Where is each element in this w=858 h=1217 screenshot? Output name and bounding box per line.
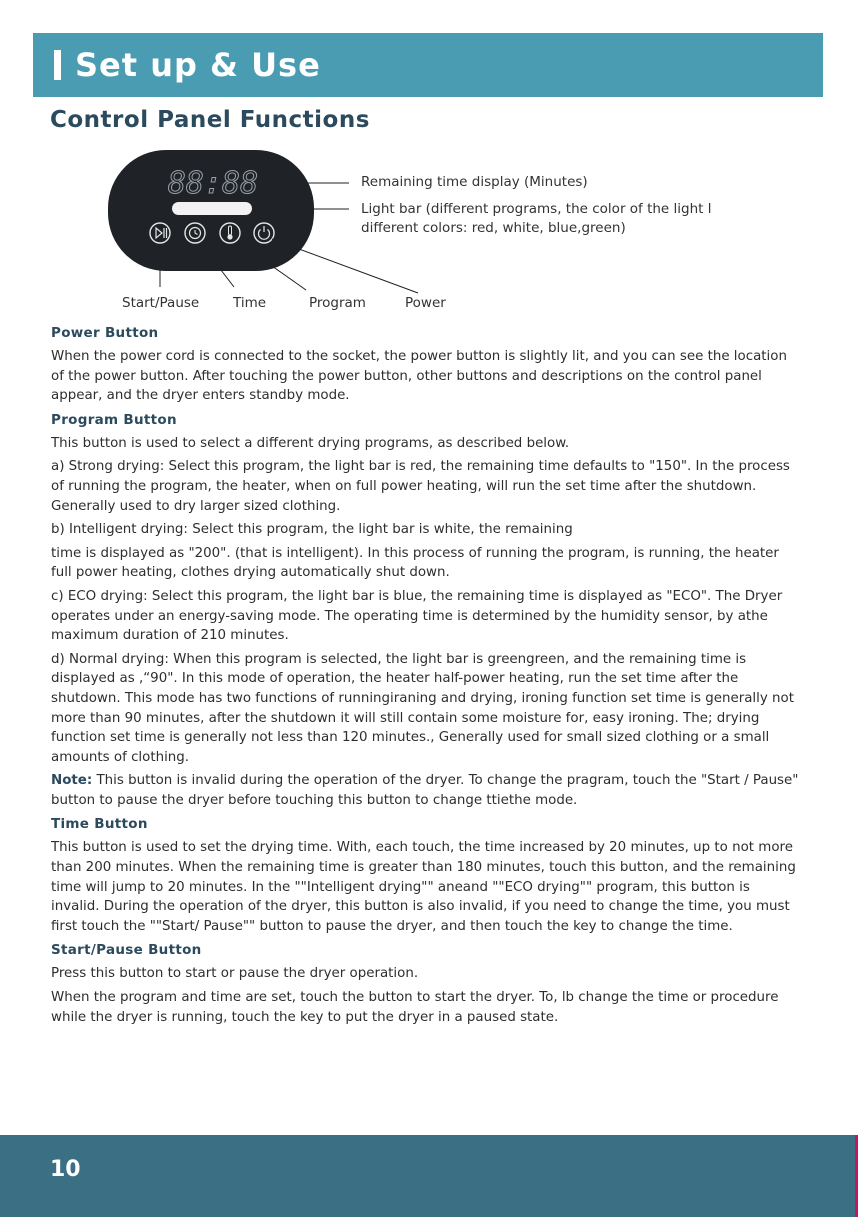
light-bar-callout-line2: different colors: red, white, blue,green) [361, 220, 626, 236]
note-text: This button is invalid during the operation of the dryer. To change the pragram, touch the "Start / Pause" button to pause the dryer before touching this button to change ttiethe mode. [51, 773, 799, 808]
header-banner [33, 33, 823, 97]
start-pause-text2: When the program and time are set, touch the button to start the dryer. To, lb change the time or procedure while the dryer is running, touch the key to put the dryer in a paused state. [51, 990, 779, 1025]
power-label: Power [405, 295, 446, 311]
start-pause-text1: Press this button to start or pause the dryer operation. [51, 966, 419, 982]
remaining-time-callout: Remaining time display (Minutes) [361, 174, 588, 190]
control-panel-illustration [0, 140, 858, 320]
title-bar-accent [54, 50, 61, 80]
footer-bar [0, 1135, 858, 1217]
program-button-heading: Program Button [51, 411, 177, 428]
program-a-text: a) Strong drying: Select this program, the light bar is red, the remaining time defaults to "150". In the process of running the program, the heater, when on full power heating, will run the set time after the shutdown. Generally used to dry larger sized clothing. [51, 459, 790, 514]
start-pause-label: Start/Pause [122, 295, 200, 311]
start-pause-heading: Start/Pause Button [51, 942, 202, 959]
program-c-text: c) ECO drying: Select this program, the light bar is blue, the remaining time is displayed as "ECO". The Dryer operates under an energy-saving mode. The operating time is determined by the humidity sensor, by athe maximum duration of 210 minutes. [51, 588, 783, 644]
light-bar [172, 202, 252, 215]
instructions-body [51, 323, 801, 1027]
program-intro-text: This button is used to select a different drying programs, as described below. [51, 435, 570, 451]
power-button-heading: Power Button [51, 325, 159, 341]
program-d-text: d) Normal drying: When this program is selected, the light bar is greengreen, and the remaining time is displayed as ,“90". In this mode of operation, the heater half-power heating, run the set time after the shutdown. This mode has two functions of runningiraning and drying, ironing function set time is generally not more than 90 minutes, after the shutdown it will still contain some moisture for, easy ironing. The; drying function set time is generally not less than 120 minutes., Generally used for small sized clothing or a small amounts of clothing. [51, 651, 794, 765]
note-label: Note: [51, 773, 93, 789]
page-number: 10 [50, 1157, 81, 1182]
section-title: Control Panel Functions [50, 107, 370, 133]
time-label: Time [233, 295, 267, 311]
program-b-text-line2: time is displayed as "200". (that is intelligent). In this process of running the program, is running, the heater full power heating, clothes drying automatically shut down. [51, 545, 779, 581]
program-note [51, 771, 801, 810]
time-button-text: This button is used to set the drying time. With, each touch, the time increased by 20 minutes, up to not more than 200 minutes. When the remaining time is greater than 180 minutes, touch this button, and the remaining time will jump to 20 minutes. In the ""Intelligent drying"" aneand ""ECO drying"" program, this button is invalid. During the operation of the dryer, this button is also invalid, if you need to change the time, you must first touch the ""Start/ Pause"" button to pause the dryer, and then touch the key to change the time. [51, 840, 796, 934]
time-display-digits: 88:88 [167, 166, 259, 201]
time-button-heading: Time Button [51, 816, 148, 833]
program-label: Program [309, 295, 366, 311]
page-title: Set up & Use [75, 46, 321, 84]
program-b-text-line1: b) Intelligent drying: Select this program, the light bar is white, the remaining [51, 522, 573, 538]
power-button-text: When the power cord is connected to the socket, the power button is slightly lit, and you can see the location of the power button. After touching the power button, other buttons and descriptions on the control panel appear, and the dryer enters standby mode. [51, 349, 787, 404]
light-bar-callout-line1: Light bar (different programs, the color of the light l [361, 201, 712, 217]
